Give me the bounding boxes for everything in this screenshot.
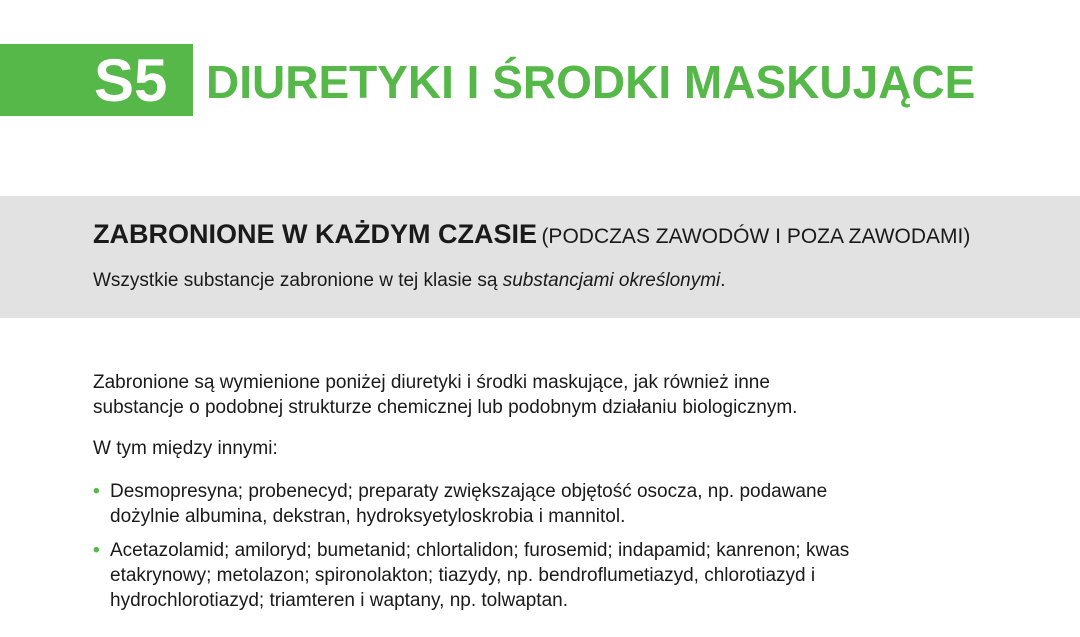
lead-in: W tym między innymi: — [93, 438, 278, 459]
section-title: DIURETYKI I ŚRODKI MASKUJĄCE — [206, 56, 976, 108]
status-body-suffix: . — [720, 270, 726, 291]
list-item — [93, 538, 849, 613]
list-item-line: etakrynowy; metolazon; spironolakton; tiazydy, np. bendroflumetiazyd, chlorotiazyd i — [110, 565, 816, 586]
substance-list — [93, 479, 849, 622]
status-body-emphasis: substancjami określonymi — [502, 270, 721, 291]
status-body — [93, 269, 726, 293]
status-body-prefix: Wszystkie substancje zabronione w tej klasie są — [93, 270, 503, 291]
list-item-line: hydrochlorotiazyd; triamteren i waptany, np. tolwaptan. — [110, 590, 568, 611]
list-item — [93, 479, 849, 529]
list-item-line: Desmopresyna; probenecyd; preparaty zwiększające objętość osocza, np. podawane — [110, 481, 828, 502]
list-item-line: dożylnie albumina, dekstran, hydroksyetyloskrobia i mannitol. — [110, 506, 626, 527]
bullet-icon: • — [93, 481, 100, 502]
bullet-icon: • — [93, 540, 100, 561]
list-item-line: Acetazolamid; amiloryd; bumetanid; chlortalidon; furosemid; indapamid; kanrenon; kwas — [110, 540, 850, 561]
status-title: ZABRONIONE W KAŻDYM CZASIE — [93, 219, 537, 249]
status-note: (PODCZAS ZAWODÓW I POZA ZAWODAMI) — [541, 225, 971, 248]
intro-paragraph — [93, 370, 993, 420]
section-code: S5 — [94, 47, 168, 114]
status-heading — [93, 214, 970, 259]
intro-line: substancje o podobnej strukturze chemicznej lub podobnym działaniu biologicznym. — [93, 397, 798, 418]
intro-line: Zabronione są wymienione poniżej diuretyki i środki maskujące, jak również inne — [93, 372, 770, 393]
